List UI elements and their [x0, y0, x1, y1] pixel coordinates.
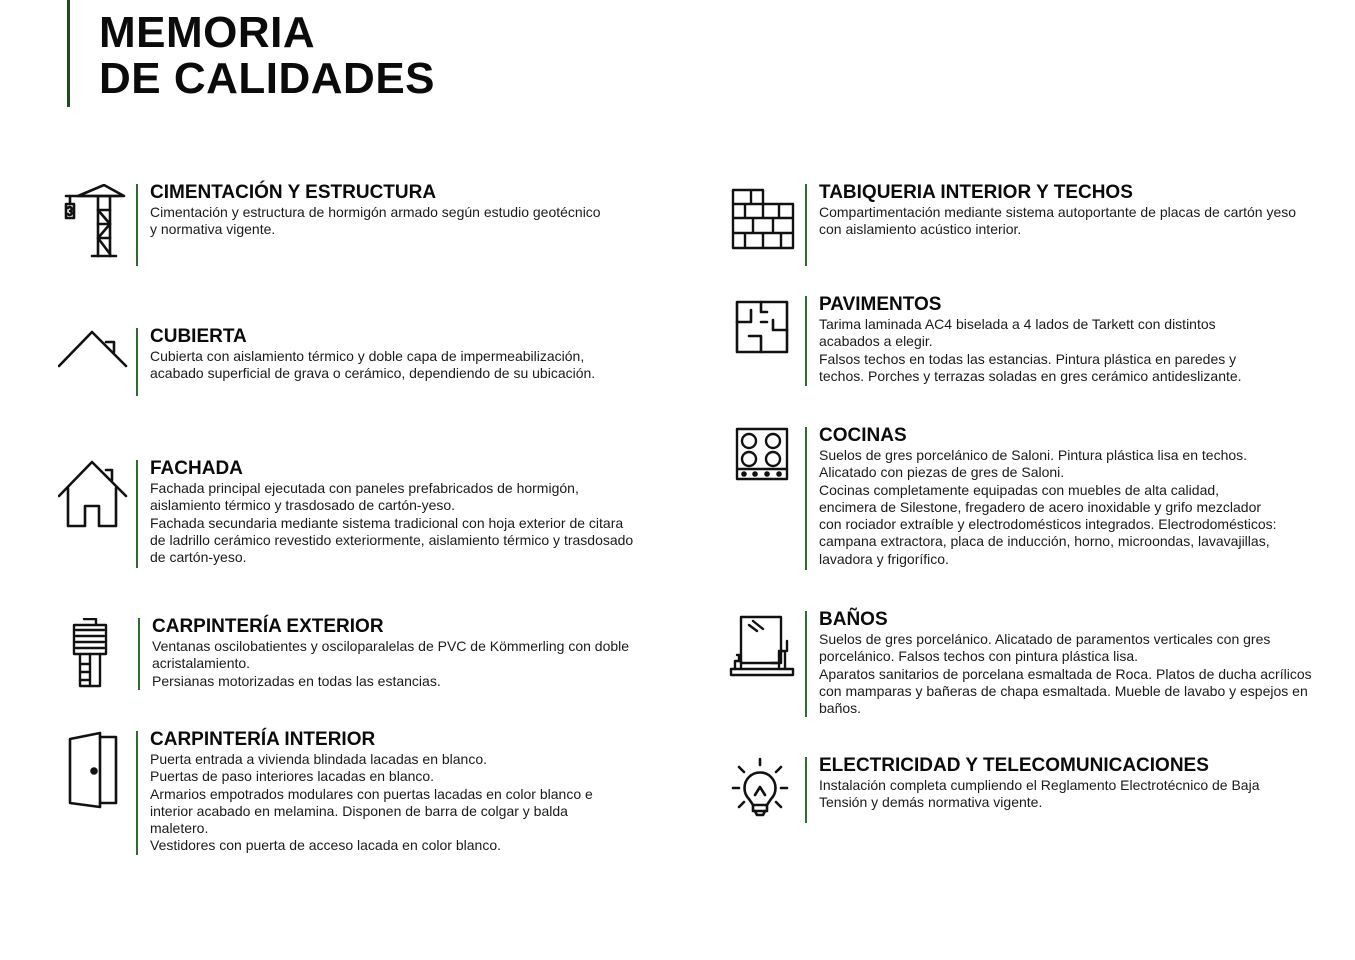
description-line: y normativa vigente. — [150, 221, 276, 238]
section-description — [819, 631, 1312, 717]
description-line: campana extractora, placa de inducción, horno, microondas, lavavajillas, — [819, 533, 1270, 550]
title-accent-bar — [67, 0, 70, 107]
page-title-line-1: MEMORIA — [99, 8, 316, 57]
description-line: Cocinas completamente equipadas con muebles de alta calidad, — [819, 481, 1220, 498]
house-icon — [58, 460, 130, 540]
window-blind-icon — [60, 618, 132, 698]
description-line: Compartimentación mediante sistema autoportante de placas de cartón yeso — [819, 204, 1297, 220]
description-line: Vestidores con puerta de acceso lacada en color blanco. — [150, 837, 502, 854]
section-heading: TABIQUERIA INTERIOR Y TECHOS — [819, 182, 1133, 203]
description-line: maletero. — [150, 820, 209, 837]
description-line: Suelos de gres porcelánico. Alicatado de paramentos verticales con gres — [819, 631, 1271, 647]
description-line: Aparatos sanitarios de porcelana esmaltada de Roca. Platos de ducha acrílicos — [819, 665, 1312, 682]
section-description — [152, 638, 629, 690]
description-line: con mamparas y bañeras de chapa esmaltada. Mueble de lavabo y espejos en — [819, 682, 1308, 699]
section-description — [150, 348, 595, 383]
section-description — [819, 316, 1242, 385]
description-line: Tensión y demás normativa vigente. — [819, 794, 1043, 811]
brick-wall-icon — [727, 184, 799, 264]
description-line: con rociador extraíble y electrodomésticos integrados. Electrodomésticos: — [819, 516, 1277, 533]
cooktop-icon — [727, 427, 799, 507]
description-line: Armarios empotrados modulares con puertas lacadas en color blanco e — [150, 785, 593, 802]
section-heading: CIMENTACIÓN Y ESTRUCTURA — [150, 182, 437, 203]
section-divider — [805, 427, 807, 570]
description-line: techos. Porches y terrazas soladas en gres cerámico antideslizante. — [819, 367, 1242, 384]
section-description — [819, 447, 1277, 568]
description-line: baños. — [819, 700, 862, 717]
section-divider — [805, 184, 807, 266]
section-divider — [136, 460, 138, 568]
section-divider — [805, 611, 807, 717]
section-heading: COCINAS — [819, 425, 907, 446]
description-line: Suelos de gres porcelánico de Saloni. Pintura plástica lisa en techos. — [819, 447, 1248, 463]
description-line: aislamiento térmico y trasdosado de cartón-yeso. — [150, 497, 456, 514]
page-title-line-2: DE CALIDADES — [99, 54, 436, 103]
floor-plan-icon — [727, 296, 799, 376]
bathroom-sink-icon — [727, 611, 799, 691]
description-line: Alicatado con piezas de gres de Saloni. — [819, 464, 1065, 481]
section-divider — [136, 731, 138, 855]
section-heading: CARPINTERÍA EXTERIOR — [152, 616, 384, 637]
description-line: con aislamiento acústico interior. — [819, 221, 1022, 238]
section-divider — [805, 296, 807, 386]
description-line: porcelánico. Falsos techos con pintura plástica lisa. — [819, 648, 1139, 665]
description-line: Falsos techos en todas las estancias. Pintura plástica en paredes y — [819, 350, 1237, 367]
section-description — [819, 777, 1259, 812]
section-divider — [136, 184, 138, 266]
section-heading: CARPINTERÍA INTERIOR — [150, 729, 376, 750]
section-description — [150, 751, 593, 855]
description-line: Puertas de paso interiores lacadas en blanco. — [150, 768, 435, 785]
section-heading: CUBIERTA — [150, 326, 247, 347]
description-line: Tarima laminada AC4 biselada a 4 lados de Tarkett con distintos — [819, 316, 1216, 332]
section-divider — [805, 757, 807, 823]
section-heading: BAÑOS — [819, 609, 888, 630]
section-description — [150, 204, 601, 239]
description-line: Ventanas oscilobatientes y oscilopa​ralelas de PVC de Kömmerling con doble — [152, 638, 630, 654]
description-line: de ladrillo cerámico revestido exteriormente, aislamiento térmico y trasdosado — [150, 531, 634, 548]
door-icon — [58, 731, 130, 811]
description-line: Puerta entrada a vivienda blindada lacadas en blanco. — [150, 751, 488, 767]
description-line: lavadora y frigorífico. — [819, 550, 949, 567]
description-line: Persianas motorizadas en todas las estancias. — [152, 672, 441, 689]
description-line: Cubierta con aislamiento térmico y doble capa de impermeabilización, — [150, 348, 585, 364]
lightbulb-icon — [727, 757, 799, 837]
description-line: Instalación completa cumpliendo el Reglamento Electrotécnico de Baja — [819, 777, 1260, 793]
page-title — [99, 10, 435, 102]
roof-icon — [58, 328, 130, 408]
description-line: de cartón-yeso. — [150, 549, 247, 566]
section-description — [150, 480, 633, 566]
section-heading: PAVIMENTOS — [819, 294, 942, 315]
section-heading: ELECTRICIDAD Y TELECOMUNICACIONES — [819, 755, 1209, 776]
section-heading: FACHADA — [150, 458, 243, 479]
description-line: Cimentación y estructura de hormigón armado según estudio geotécnico — [150, 204, 601, 220]
description-line: acabado superficial de grava o cerámico, dependiendo de su ubicación. — [150, 365, 596, 382]
description-line: interior acabado en melamina. Disponen de barra de colgar y balda — [150, 802, 568, 819]
description-line: Fachada principal ejecutada con paneles prefabricados de hormigón, — [150, 480, 579, 496]
section-description — [819, 204, 1296, 239]
section-divider — [138, 618, 140, 690]
description-line: acristalamiento. — [152, 655, 251, 672]
crane-icon — [58, 184, 130, 264]
description-line: Fachada secundaria mediante sistema tradicional con hoja exterior de citara — [150, 514, 624, 531]
description-line: encimera de Silestone, fregadero de acero inoxidable y grifo mezclador — [819, 498, 1262, 515]
description-line: acabados a elegir. — [819, 333, 933, 350]
section-divider — [136, 328, 138, 396]
